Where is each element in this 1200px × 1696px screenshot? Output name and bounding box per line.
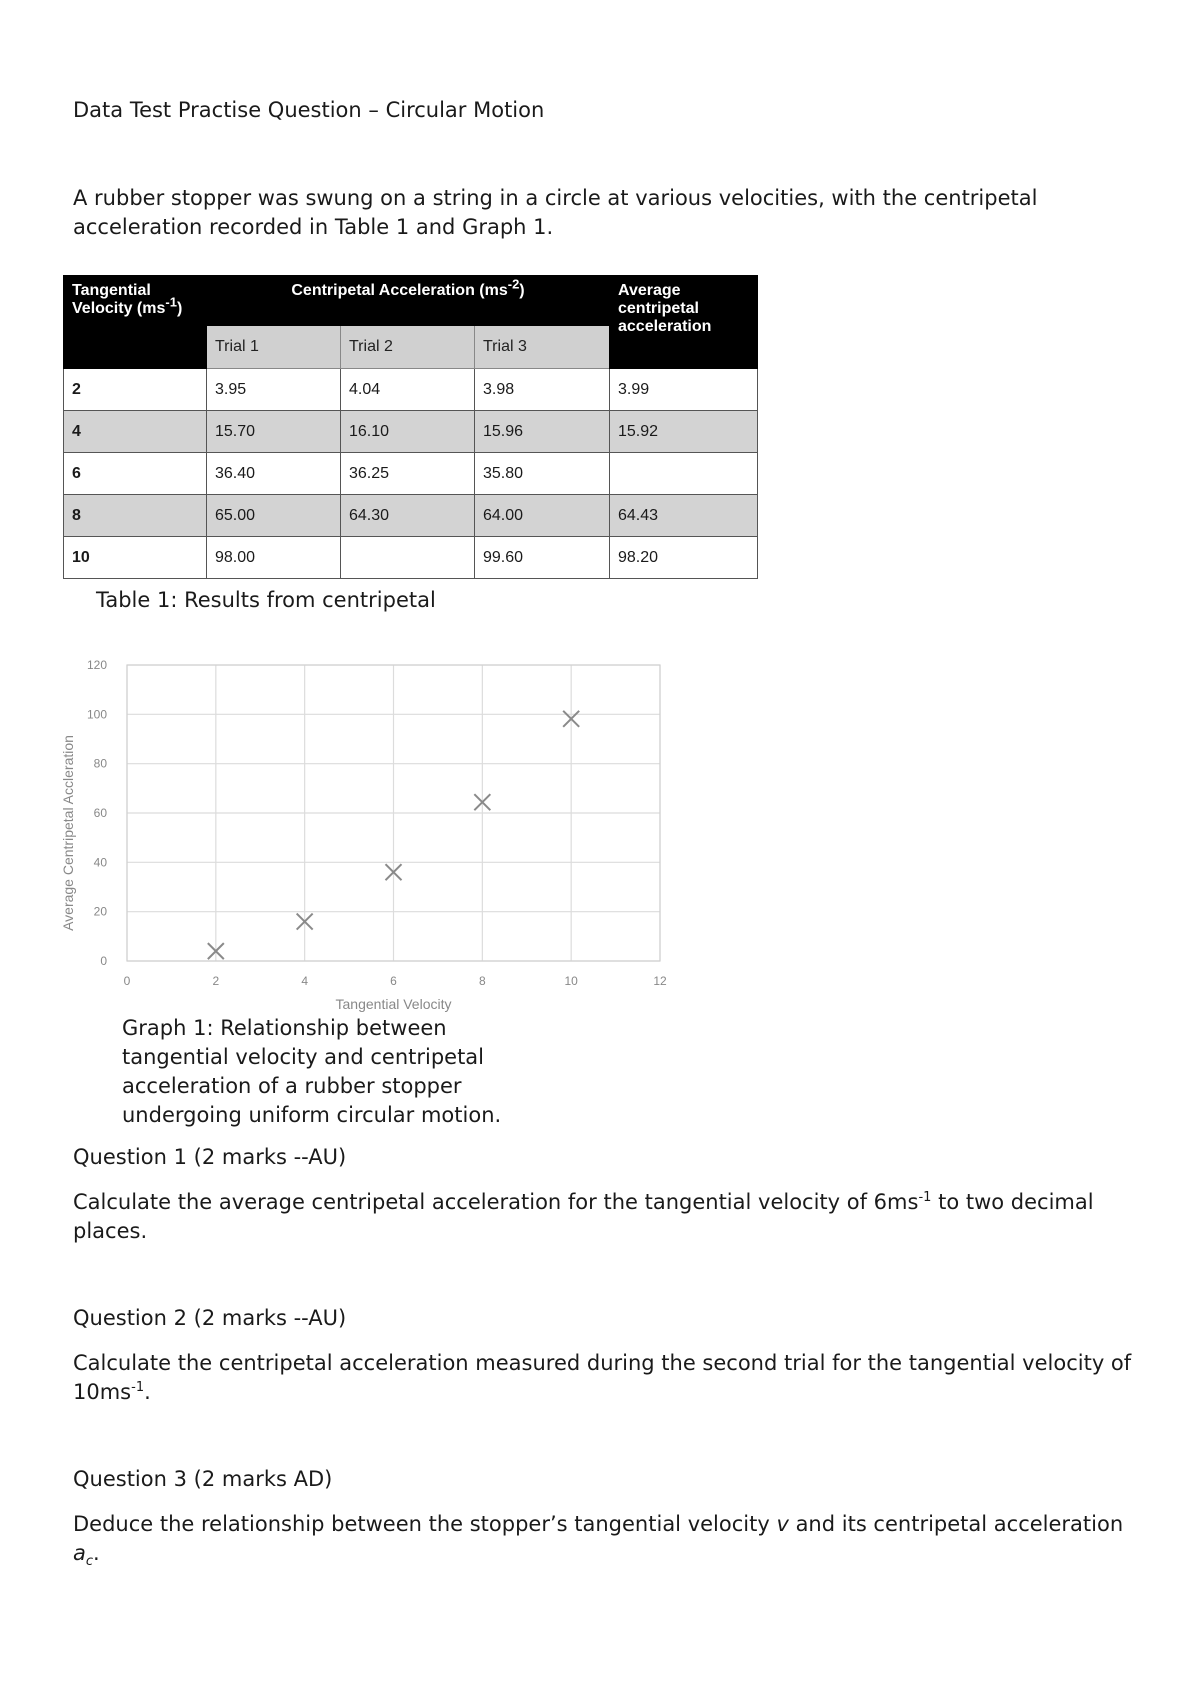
cell-trial-3: 64.00 <box>475 495 610 537</box>
y-tick-label: 60 <box>93 806 107 820</box>
cell-velocity: 2 <box>64 369 207 411</box>
x-tick-label: 4 <box>301 974 309 988</box>
cell-trial-2: 4.04 <box>341 369 475 411</box>
cell-average: 15.92 <box>610 411 758 453</box>
intro-paragraph: A rubber stopper was swung on a string in a circle at various velocities, with the centripetal acceleration recorded in Table 1 and Graph 1. <box>73 186 1038 239</box>
x-tick-label: 10 <box>564 974 578 988</box>
question-1-body: Calculate the average centripetal acceleration for the tangential velocity of $6ms^{-1}$ to two decimal places. <box>73 1190 1094 1243</box>
cell-trial-1: 36.40 <box>207 453 341 495</box>
header-trial-1: Trial 1 <box>207 325 341 368</box>
x-tick-label: 8 <box>478 974 486 988</box>
cell-trial-2: 36.25 <box>341 453 475 495</box>
header-velocity: Tangential Velocity $(ms^{-1})$ <box>64 276 207 369</box>
y-tick-label: 20 <box>93 904 107 919</box>
table-row <box>64 495 758 537</box>
cell-trial-2: 16.10 <box>341 411 475 453</box>
x-tick-label: 12 <box>653 974 667 988</box>
cell-trial-2: 64.30 <box>341 495 475 537</box>
cell-trial-2 <box>341 537 475 579</box>
question-2-heading: Question 2 (2 marks --AU) <box>73 1306 347 1330</box>
cell-velocity: 8 <box>64 495 207 537</box>
question-1-heading: Question 1 (2 marks --AU) <box>73 1145 347 1169</box>
y-tick-label: 120 <box>86 658 107 672</box>
question-2-body: Calculate the centripetal acceleration measured during the second trial for the tangential velocity of $10ms^{-1}$. <box>73 1351 1132 1404</box>
cell-average: 64.43 <box>610 495 758 537</box>
y-axis-label: Average Centripetal Accleration <box>60 735 76 931</box>
cell-velocity: 10 <box>64 537 207 579</box>
x-tick-label: 2 <box>212 974 220 988</box>
page-title: Data Test Practise Question – Circular Motion <box>73 98 545 122</box>
y-tick-label: 100 <box>86 707 107 722</box>
cell-average: 3.99 <box>610 369 758 411</box>
cell-average <box>610 453 758 495</box>
header-centripetal-acceleration: Centripetal Acceleration $(ms^{-2})$ <box>207 276 610 326</box>
cell-velocity: 6 <box>64 453 207 495</box>
y-tick-label: 40 <box>93 855 107 870</box>
cell-trial-1: 65.00 <box>207 495 341 537</box>
question-3-heading: Question 3 (2 marks AD) <box>73 1467 333 1491</box>
results-table <box>63 275 758 579</box>
cell-trial-1: 98.00 <box>207 537 341 579</box>
cell-trial-3: 3.98 <box>475 369 610 411</box>
cell-trial-3: 15.96 <box>475 411 610 453</box>
y-tick-label: 80 <box>93 756 107 771</box>
graph-caption: Graph 1: Relationship between tangential velocity and centripetal acceleration of a rubber stopper undergoing uniform circular motion. <box>122 1016 502 1127</box>
cell-average: 98.20 <box>610 537 758 579</box>
cell-trial-3: 35.80 <box>475 453 610 495</box>
scatter-chart <box>55 650 680 1015</box>
cell-velocity: 4 <box>64 411 207 453</box>
table-caption: Table 1: Results from centripetal <box>96 588 436 612</box>
table-row <box>64 411 758 453</box>
cell-trial-1: 15.70 <box>207 411 341 453</box>
table-row <box>64 537 758 579</box>
question-3-body: Deduce the relationship between the stopper’s tangential velocity v and its centripetal acceleration $a_c$. <box>73 1512 1124 1570</box>
header-average: Average centripetal acceleration <box>610 276 758 369</box>
x-tick-label: 0 <box>123 974 131 988</box>
x-tick-label: 6 <box>390 974 397 988</box>
header-trial-2: Trial 2 <box>341 325 475 368</box>
header-trial-3: Trial 3 <box>475 325 610 368</box>
y-tick-label: 0 <box>100 954 107 968</box>
x-axis-label: Tangential Velocity <box>335 996 452 1012</box>
cell-trial-1: 3.95 <box>207 369 341 411</box>
cell-trial-3: 99.60 <box>475 537 610 579</box>
table-row <box>64 453 758 495</box>
table-header-row <box>64 276 758 326</box>
table-row <box>64 369 758 411</box>
